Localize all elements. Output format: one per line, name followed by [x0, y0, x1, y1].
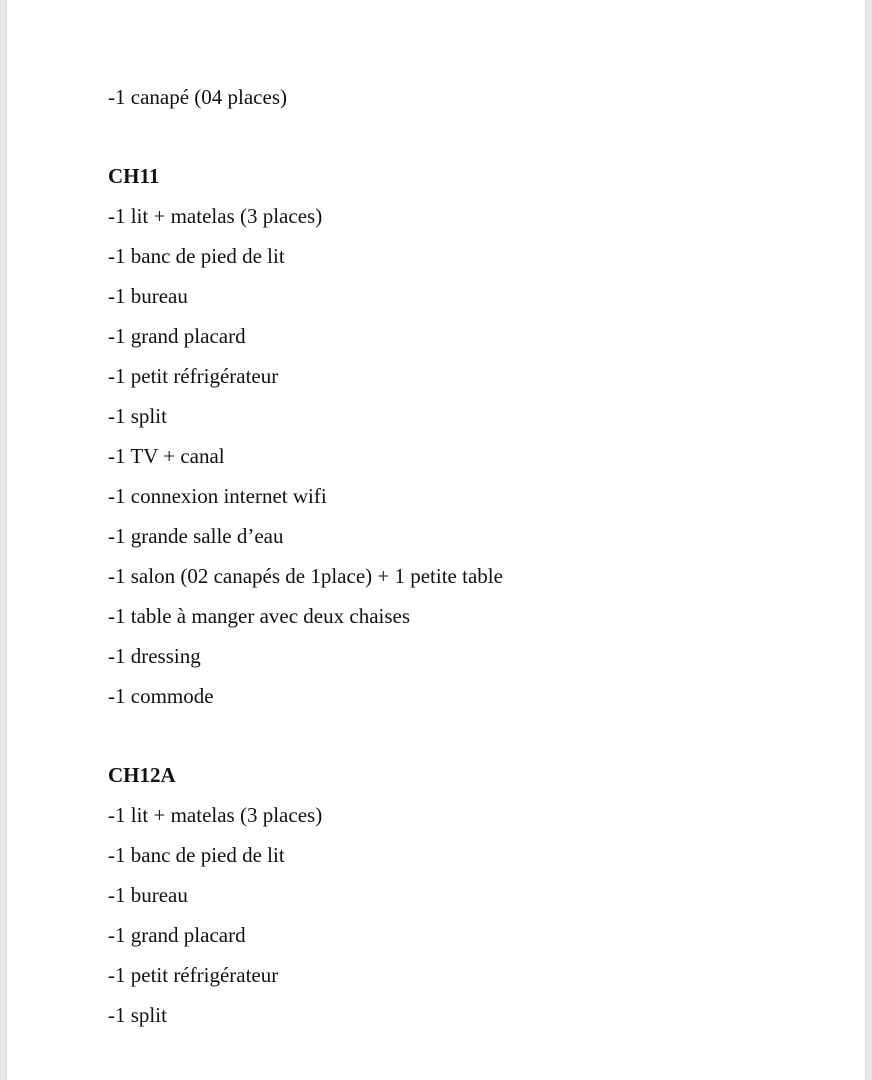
document-page — [7, 0, 865, 1080]
list-item: -1 canapé (04 places) — [108, 85, 287, 109]
list-item: -1 dressing — [108, 644, 201, 668]
list-item: -1 grande salle d’eau — [108, 524, 284, 548]
list-item: -1 grand placard — [108, 923, 246, 947]
section-spacer — [108, 721, 808, 760]
list-item: -1 petit réfrigérateur — [108, 963, 279, 987]
document-content — [108, 82, 808, 1040]
list-item: -1 split — [108, 1003, 167, 1027]
list-item: -1 lit + matelas (3 places) — [108, 204, 323, 228]
list-item: -1 banc de pied de lit — [108, 843, 285, 867]
section-title-ch12a: CH12A — [108, 763, 176, 787]
list-item: -1 bureau — [108, 883, 188, 907]
list-item: -1 grand placard — [108, 324, 246, 348]
list-item: -1 lit + matelas (3 places) — [108, 803, 323, 827]
list-item: -1 petit réfrigérateur — [108, 364, 279, 388]
list-item: -1 table à manger avec deux chaises — [108, 604, 411, 628]
list-item: -1 bureau — [108, 284, 188, 308]
section-spacer — [108, 122, 808, 161]
list-item: -1 connexion internet wifi — [108, 484, 327, 508]
list-item: -1 TV + canal — [108, 444, 225, 468]
list-item: -1 split — [108, 404, 167, 428]
section-title-ch11: CH11 — [108, 164, 160, 188]
list-item: -1 banc de pied de lit — [108, 244, 285, 268]
list-item: -1 salon (02 canapés de 1place) + 1 petite table — [108, 564, 503, 588]
list-item: -1 commode — [108, 684, 214, 708]
